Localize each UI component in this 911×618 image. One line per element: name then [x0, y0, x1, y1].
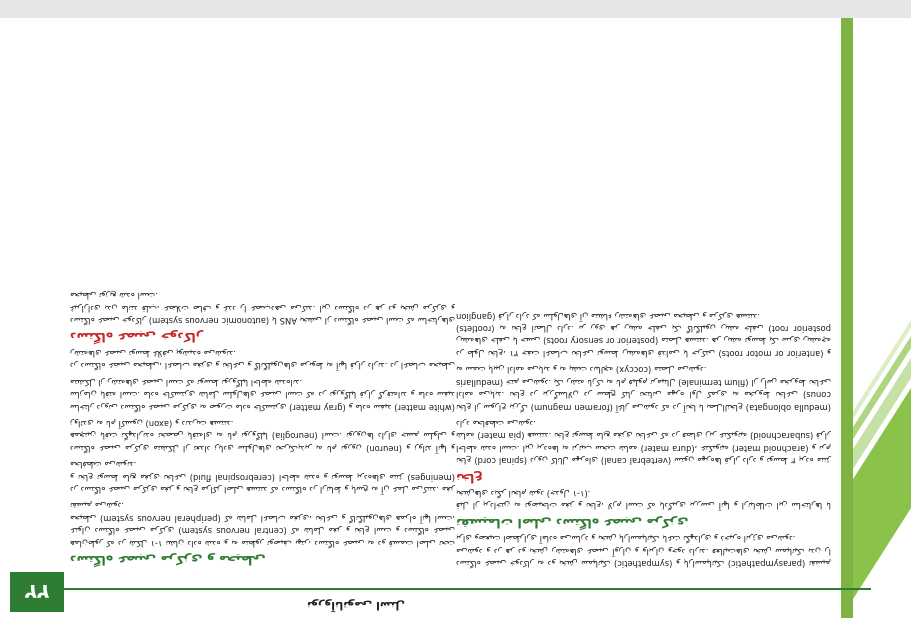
- left-column: [456, 38, 831, 570]
- book-title: نوروآناتومی اسنل: [307, 599, 405, 612]
- right-column: [70, 38, 455, 570]
- paragraph: در طول نخاع، ۳۱ جفت اعصاب نخاعی توسط ریشه‌های قدامی یا حرکتی (anterior or motor roots) و ریشه‌های خلفی یا حسی (posterior or sensory roots) متصل هستند. هر ریشه توسط یک سری ریشه‌چه (rootlets) به نخاع اتصال دارد. بر روی هر ریشه خلفی یک گانگلیون ریشه خلفی (posterior root ganglion) قرار دارد که سلول‌های آن منشاء رشته‌های عصبی محیطی و مرکزی هستند.: [456, 311, 831, 359]
- page-number: ۲۲: [10, 572, 64, 612]
- paragraph: دستگاه عصبی مرکزی متشکل از تعداد زیادی سلول‌های تحریک‌پذیر به نام نورون (neuron) و زوائد آنها و همچنین بافت نگهدارنده تخصص یافته‌ای به نام نوروگلیا (neuroglia) است. نورون‌ها دارای جسم سلولی و زوائدی به نام آکسون (axon) و دندریت هستند.: [70, 418, 455, 454]
- viewer-margin: [0, 0, 911, 18]
- section-title-cns-pns: دستگاه عصبی مرکزی و محیطی: [70, 553, 266, 568]
- paragraph: همان‌طور که در شکل ۱-۱ نشان داده شده و به منظور توصیف بهتر، دستگاه عصبی به دو قسمت اصلی تحت عنوان دستگاه عصبی مرکزی (central nervous system) که شامل مغز و نخاع است و دستگاه عصبی محیطی (peripheral nervous system) که شامل اعصاب مغزی، نخاعی و گانگلیون‌های همراه آنها است، تقسیم می‌شود.: [70, 501, 455, 549]
- decorative-green-band: [841, 18, 911, 618]
- section-title-cns-divisions: تقسیمات اصلی دستگاه عصبی مرکزی: [456, 515, 689, 531]
- paragraph: دستگاه عصبی خودکار (autonomic nervous system) یا ANS بخشی از دستگاه عصبی است که ساختارهای غیرارادی بدن مانند قلب، عضلات صاف و غدد را عصب‌دهی می‌کند. این دستگاه در هر دو بخش مرکزی و محیطی توزیع شده است.: [70, 291, 455, 327]
- paragraph: قبل از پرداختن به توضیحات مغز و نخاع، لازم است که یادگیری بررسی آنها و ارتباطات این ساختارها با بخش‌های دیگر انجام شود (جدول ۱-۱).: [456, 488, 831, 512]
- paragraph: دستگاه عصبی خودکار به دو بخش سمپاتیک (sympathetic) و پاراسمپاتیک (parasympathetic) تقسیم می‌شود و در هر دو بخش رشته‌های عصبی آوران و وابران وجود دارند. فعالیت‌های بخش سمپاتیک بدن را برای وضعیت اضطراری آماده می‌سازد و بخش پاراسمپاتیک باعث نگهداری و ذخیره انرژی می‌شود.: [456, 534, 831, 569]
- page-sheet: [0, 18, 911, 618]
- paragraph: ساختار درونی دستگاه عصبی مرکزی به صورت ماده خاکستری (gray matter) و ماده سفید (white matter) سازمان یافته است. ماده خاکستری شامل سلول‌های عصبی است که در نوروگلیا قرار گرفته‌اند و ماده سفید متشکل از رشته‌های عصبی است که توسط نوروگلیا احاطه شده‌اند.: [70, 377, 455, 413]
- paragraph: در دستگاه عصبی مرکزی مغز و نخاع مراکز اصلی هستند که دستگاه در ارتباط و پاسخ به آن عمل می‌کنند. مغز و نخاع توسط مایع مغزی نخاعی (cerebrospinal fluid) احاطه شده و توسط پرده‌های مننژ (meninges) محافظت می‌شوند.: [70, 460, 455, 495]
- subsection-title-spinal-cord: نخاع: [456, 470, 483, 486]
- paragraph: در دستگاه عصبی محیطی، اعصاب مغزی و نخاعی و گانگلیون‌های مربوط به آنها قرار دارند. در اعصاب محیطی رشته‌های عصبی توسط غلافی پوشیده می‌شوند.: [70, 348, 455, 372]
- section-title-ans: دستگاه عصبی خودکار: [70, 330, 203, 346]
- paragraph: نخاع از سوراخ بزرگ (foramen magnum) آغاز می‌شود که در آنجا با بصل‌النخاع (medulla oblongata) ادامه می‌یابد. نخاع در بزرگسالان در سطح کنار تحتانی مهره اول کمری به مخروط نخاعی (conus medullaris) ختم می‌شود. یک رشته نازک به نام فیلوم ترمینال (filum terminale) از رأس مخروط نخاعی به سمت پایین ادامه می‌یابد و به پشت دنبالچه (coccyx) متصل می‌شود.: [456, 365, 831, 413]
- header-rule: [60, 588, 871, 590]
- paragraph: نخاع (spinal cord) درون کانال مهره‌ای (vertebral canal) ستون مهره‌ها قرار دارد و توسط ۳ پرده مننژ احاطه شده است. این پرده‌ها به ترتیب سخت شامه (dura mater)، عنکبوتیه (arachnoid mater) و نرم شامه (pia mater) هستند. نخاع توسط مایع مغزی نخاعی که در فضای زیر عنکبوتیه (subarachnoid) قرار دارد محافظت می‌شود.: [456, 418, 831, 467]
